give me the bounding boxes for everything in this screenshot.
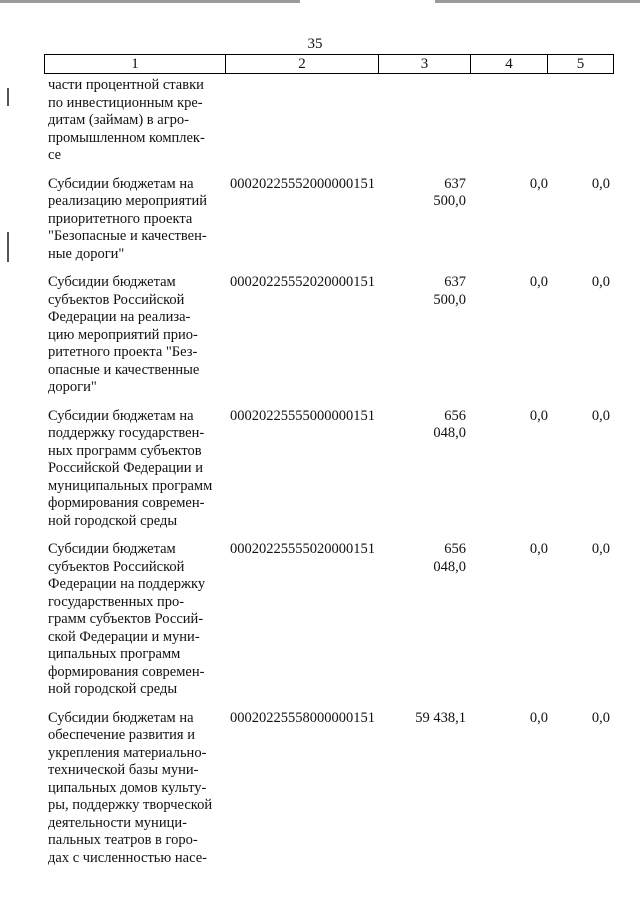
row-name-line: грамм субъектов Россий- <box>48 611 204 627</box>
row-name-line: муниципальных программ <box>48 477 213 494</box>
row-name-line: субъектов Российской <box>48 558 185 575</box>
row-name-line: технической базы муни- <box>48 762 199 778</box>
row-name-line: промышленном комплек- <box>48 129 205 146</box>
row-name-line: обеспечение развития и <box>48 727 195 743</box>
page-number: 35 <box>307 36 323 52</box>
row-name-line: Субсидии бюджетам на <box>48 175 194 192</box>
table-row <box>48 77 618 165</box>
row-year2: 0,0 <box>529 541 548 557</box>
row-sum: 656 048,0 <box>433 407 466 441</box>
scan-margin-mark <box>7 88 9 106</box>
row-name <box>48 77 228 165</box>
row-name-line: ритетного проекта "Без- <box>48 344 198 360</box>
row-sum <box>410 77 466 165</box>
row-code: 00020225552000000151 <box>230 175 375 192</box>
row-name-line: Субсидии бюджетам на <box>48 709 194 726</box>
row-sum: 656 048,0 <box>433 541 466 575</box>
row-year2: 0,0 <box>529 175 548 192</box>
row-year3: 0,0 <box>591 407 610 424</box>
row-name-line: дороги" <box>48 379 97 395</box>
row-sum: 637 500,0 <box>433 175 466 209</box>
row-code: 00020225555000000151 <box>230 407 375 424</box>
row-name-line: Субсидии бюджетам <box>48 541 176 557</box>
table-row <box>48 176 618 264</box>
row-name <box>48 710 228 868</box>
table-body <box>48 77 618 878</box>
row-year3: 0,0 <box>591 709 610 726</box>
row-sum: 637 500,0 <box>433 274 466 308</box>
table-row <box>48 710 618 868</box>
row-name-line: ры, поддержку творческой <box>48 797 213 813</box>
row-name-line: субъектов Российской <box>48 291 185 308</box>
table-row <box>48 541 618 699</box>
table-row <box>48 274 618 397</box>
header-col-2: 2 <box>225 55 378 73</box>
row-name-line: государственных про- <box>48 593 185 610</box>
row-name-line: по инвестиционным кре- <box>48 94 203 111</box>
row-name-line: ной городской среды <box>48 512 178 529</box>
row-name <box>48 274 228 397</box>
row-name-line: дах с численностью насе- <box>48 849 207 866</box>
row-name-line: ской Федерации и муни- <box>48 628 200 645</box>
header-col-1: 1 <box>131 56 139 72</box>
row-name-line: Федерации на поддержку <box>48 576 206 592</box>
row-name-line: ных программ субъектов <box>48 442 202 459</box>
row-name <box>48 541 228 699</box>
row-year3: 0,0 <box>591 175 610 192</box>
row-name-line: "Безопасные и качествен- <box>48 228 207 244</box>
row-name-line: деятельности муници- <box>48 814 187 831</box>
row-name-line: укрепления материально- <box>48 744 207 761</box>
row-name-line: опасные и качественные <box>48 361 200 378</box>
row-year3: 0,0 <box>591 541 610 557</box>
scan-margin-mark <box>7 232 9 262</box>
row-code: 00020225558000000151 <box>230 709 375 726</box>
row-sum: 59 438,1 <box>415 709 466 726</box>
scan-edge-line <box>0 0 640 3</box>
row-name <box>48 408 228 531</box>
row-name-line: формирования современ- <box>48 495 205 511</box>
row-name-line: формирования современ- <box>48 663 205 680</box>
row-name-line: Субсидии бюджетам <box>48 274 176 290</box>
header-col-4: 4 <box>470 55 547 73</box>
table-row <box>48 408 618 531</box>
row-year3 <box>548 77 610 165</box>
row-name-line: реализацию мероприятий <box>48 193 207 209</box>
row-year2: 0,0 <box>529 709 548 726</box>
row-name-line: цию мероприятий прио- <box>48 326 198 343</box>
row-name-line: Российской Федерации и <box>48 460 203 476</box>
header-col-5: 5 <box>547 55 613 73</box>
row-name-line: части процентной ставки <box>48 77 204 93</box>
row-name-line: Субсидии бюджетам на <box>48 407 194 424</box>
header-col-3: 3 <box>378 55 470 73</box>
row-year2: 0,0 <box>529 407 548 424</box>
row-name-line: Федерации на реализа- <box>48 309 191 325</box>
row-name-line: пальных театров в горо- <box>48 832 198 848</box>
row-name-line: ные дороги" <box>48 245 125 262</box>
row-code <box>228 77 410 165</box>
row-code: 00020225555020000151 <box>230 541 375 557</box>
row-name <box>48 176 228 264</box>
row-name-line: се <box>48 147 62 163</box>
row-name-line: ной городской среды <box>48 681 178 697</box>
row-name-line: ципальных программ <box>48 646 181 662</box>
row-year3: 0,0 <box>591 274 610 290</box>
table-header <box>44 54 614 74</box>
row-name-line: поддержку государствен- <box>48 425 205 441</box>
row-name-line: ципальных домов культу- <box>48 779 207 796</box>
row-name-line: приоритетного проекта <box>48 210 193 227</box>
row-code: 00020225552020000151 <box>230 274 375 290</box>
row-year2 <box>466 77 548 165</box>
row-year2: 0,0 <box>529 274 548 290</box>
row-name-line: дитам (займам) в агро- <box>48 112 189 128</box>
